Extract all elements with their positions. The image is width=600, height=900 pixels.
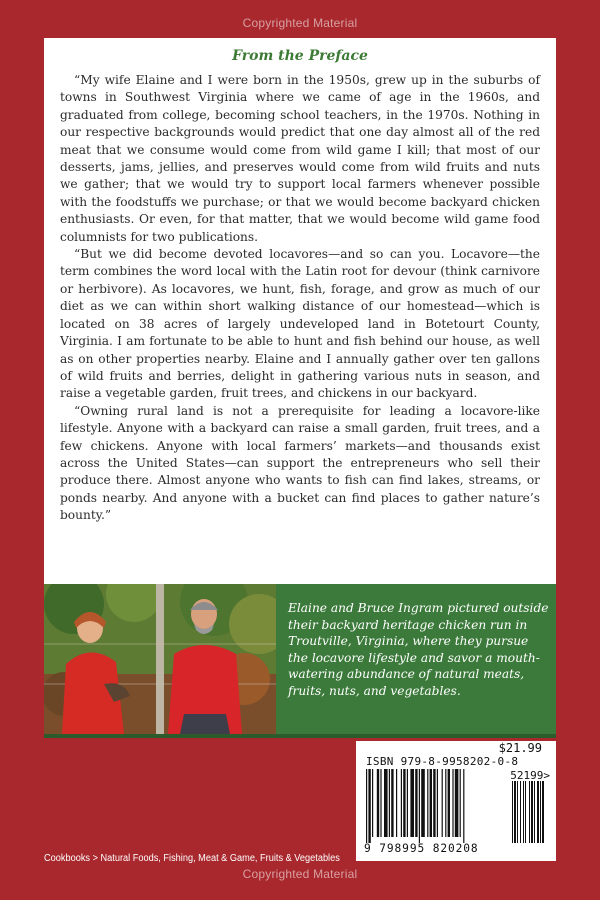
copyright-watermark-top: Copyrighted Material — [242, 16, 358, 30]
preface-paragraph-3: “Owning rural land is not a prerequisite for leading a locavore-like lifestyle. Anyone with a backyard can raise a small garden, fruit trees, and a few chickens. Anyone with local farmers’ markets—and thousands exist across the United States—can support the entrepreneurs who sell their produce there. Almost anyone who wants to fish can find lakes, streams, or ponds nearby. And anyone with a bucket can find places to gather nature’s bounty.” — [60, 403, 540, 523]
author-photo — [44, 584, 276, 734]
author-photo-band — [44, 584, 556, 734]
preface-title: From the Preface — [232, 48, 368, 64]
band-divider — [44, 734, 556, 738]
preface-panel — [44, 38, 556, 584]
copyright-watermark-bottom: Copyrighted Material — [242, 867, 358, 881]
price-addon-number: 52199> — [510, 769, 550, 782]
ean-number: 9 798995 820208 — [364, 842, 479, 855]
category-label: Cookbooks > Natural Foods, Fishing, Meat & Game, Fruits & Vegetables — [44, 853, 340, 864]
barcode-box — [356, 741, 556, 861]
price-label: $21.99 — [498, 741, 542, 755]
preface-paragraph-1: “My wife Elaine and I were born in the 1950s, grew up in the suburbs of towns in Southwest Virginia where we came of age in the 1960s, and graduated from college, becoming school teachers, in the 1970s. Nothing in our respective backgrounds would predict that one day almost all of the red meat that we consume would come from wild game I kill; that most of our desserts, jams, jellies, and preserves would come from wild fruits and nuts we gather; that we would try to support local farmers whenever possible with the foodstuffs we purchase; or that we would become backyard chicken enthusiasts. Or even, for that matter, that we would become wild game food columnists for two publications. — [60, 73, 540, 244]
author-photo-illustration — [44, 584, 276, 734]
preface-paragraph-2: “But we did become devoted locavores—and so can you. Locavore—the term combines the word local with the Latin root for devour (think carnivore or herbivore). As locavores, we hunt, fish, forage, and grow as much of our diet as we can within short walking distance of our homestead—which is located on 38 acres of largely undeveloped land in Botetourt County, Virginia. I am fortunate to be able to hunt and fish behind our house, as well as on other properties nearby. Elaine and I annually gather over ten gallons of wild fruits and berries, delight in gathering various nuts in season, and raise a vegetable garden, fruit trees, and chickens in our backyard. — [60, 247, 540, 401]
photo-caption: Elaine and Bruce Ingram pictured outside their backyard heritage chicken run in Troutville, Virginia, where they pursue the locavore lifestyle and savor a mouth-watering abundance of natural meats, fruits, nuts, and vegetables. — [288, 601, 549, 698]
isbn-label: ISBN 979-8-9958202-0-8 — [366, 755, 519, 768]
